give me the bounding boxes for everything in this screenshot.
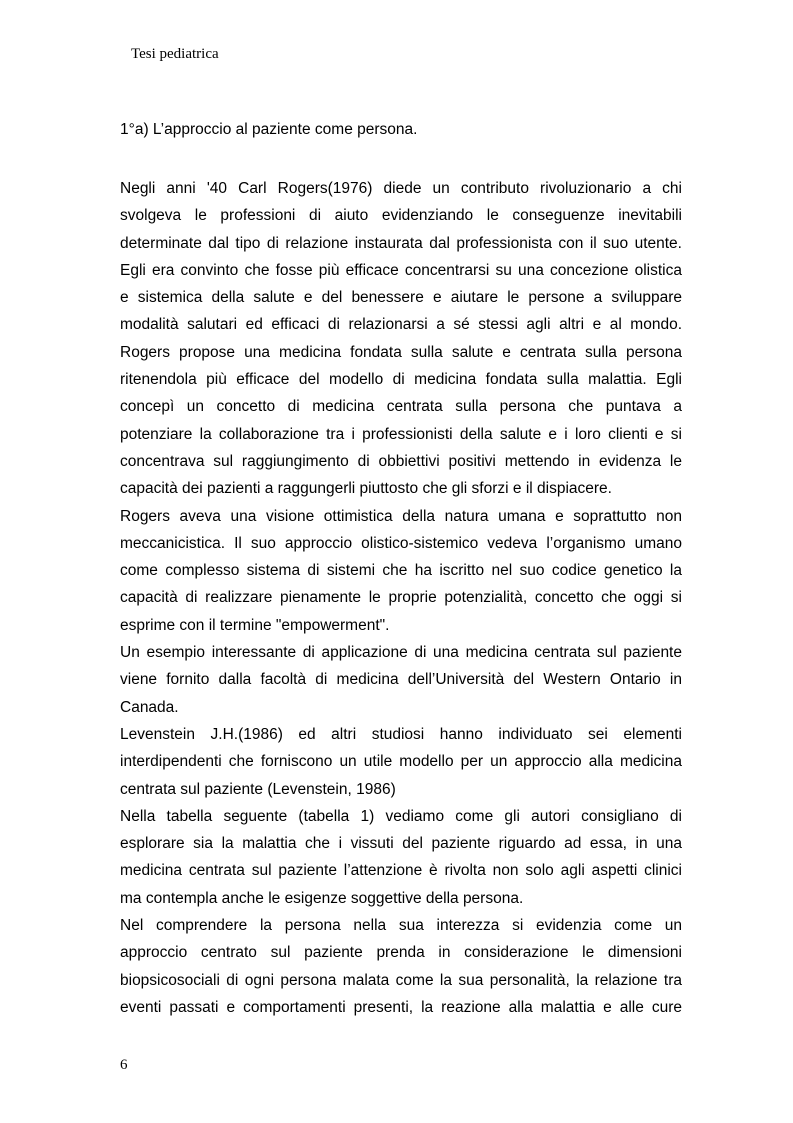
body-text (120, 175, 682, 1021)
text-line: centrata sul paziente (Levenstein, 1986) (120, 780, 396, 798)
text-line: meccanicistica. Il suo approccio olistico-sistemico vedeva l’organismo umano (120, 534, 682, 552)
text-line: capacità di realizzare pienamente le proprie potenzialità, concetto che oggi si (120, 589, 682, 607)
text-line: concepì un concetto di medicina centrata sulla persona che puntava a (120, 398, 682, 416)
text-line: interdipendenti che forniscono un utile modello per un approccio alla medicina (120, 753, 682, 771)
text-line: Negli anni '40 Carl Rogers(1976) diede un contributo rivoluzionario a chi (120, 180, 682, 197)
text-line: esprime con il termine "empowerment". (120, 616, 390, 634)
text-line: Egli era convinto che fosse più efficace concentrarsi su una concezione olistica (120, 261, 682, 279)
section-title: 1°a) L’approccio al paziente come persona. (120, 121, 418, 138)
text-line: e sistemica della salute e del benessere e aiutare le persone a sviluppare (120, 289, 682, 307)
text-line: Nel comprendere la persona nella sua interezza si evidenzia come un (120, 917, 682, 935)
text-line: Rogers propose una medicina fondata sulla salute e centrata sulla persona (120, 343, 682, 361)
text-line: Levenstein J.H.(1986) ed altri studiosi hanno individuato sei elementi (120, 725, 682, 743)
text-line: esplorare sia la malattia che i vissuti del paziente riguardo ad essa, in una (120, 835, 682, 853)
text-line: Canada. (120, 698, 179, 716)
text-line: ma contempla anche le esigenze soggettive della persona. (120, 889, 524, 907)
text-line: ritenendola più efficace del modello di medicina fondata sulla malattia. Egli (120, 371, 682, 389)
page-number: 6 (120, 1057, 128, 1073)
text-line: approccio centrato sul paziente prenda in considerazione le dimensioni (120, 944, 682, 962)
text-line: modalità salutari ed efficaci di relazionarsi a sé stessi agli altri e al mondo. (120, 316, 682, 334)
text-line: determinate dal tipo di relazione instaurata dal professionista con il suo utente. (120, 234, 682, 252)
text-line: Un esempio interessante di applicazione di una medicina centrata sul paziente (120, 644, 682, 662)
text-line: svolgeva le professioni di aiuto evidenziando le conseguenze inevitabili (120, 207, 682, 225)
text-line: Nella tabella seguente (tabella 1) vediamo come gli autori consigliano di (120, 807, 682, 825)
text-line: come complesso sistema di sistemi che ha iscritto nel suo codice genetico la (120, 562, 682, 580)
text-line: viene fornito dalla facoltà di medicina dell’Università del Western Ontario in (120, 671, 682, 689)
text-line: potenziare la collaborazione tra i professionisti della salute e i loro clienti e si (120, 425, 682, 443)
text-line: medicina centrata sul paziente l’attenzione è rivolta non solo agli aspetti clinici (120, 862, 682, 880)
running-header: Tesi pediatrica (131, 46, 219, 62)
text-line: capacità dei pazienti a raggungerli piuttosto che gli sforzi e il dispiacere. (120, 480, 612, 498)
text-line: eventi passati e comportamenti presenti, la reazione alla malattia e alle cure (120, 998, 682, 1016)
text-line: Rogers aveva una visione ottimistica della natura umana e soprattutto non (120, 507, 682, 525)
text-line: concentrava sul raggiungimento di obbiettivi positivi mettendo in evidenza le (120, 452, 682, 470)
text-line: biopsicosociali di ogni persona malata come la sua personalità, la relazione tra (120, 971, 682, 989)
